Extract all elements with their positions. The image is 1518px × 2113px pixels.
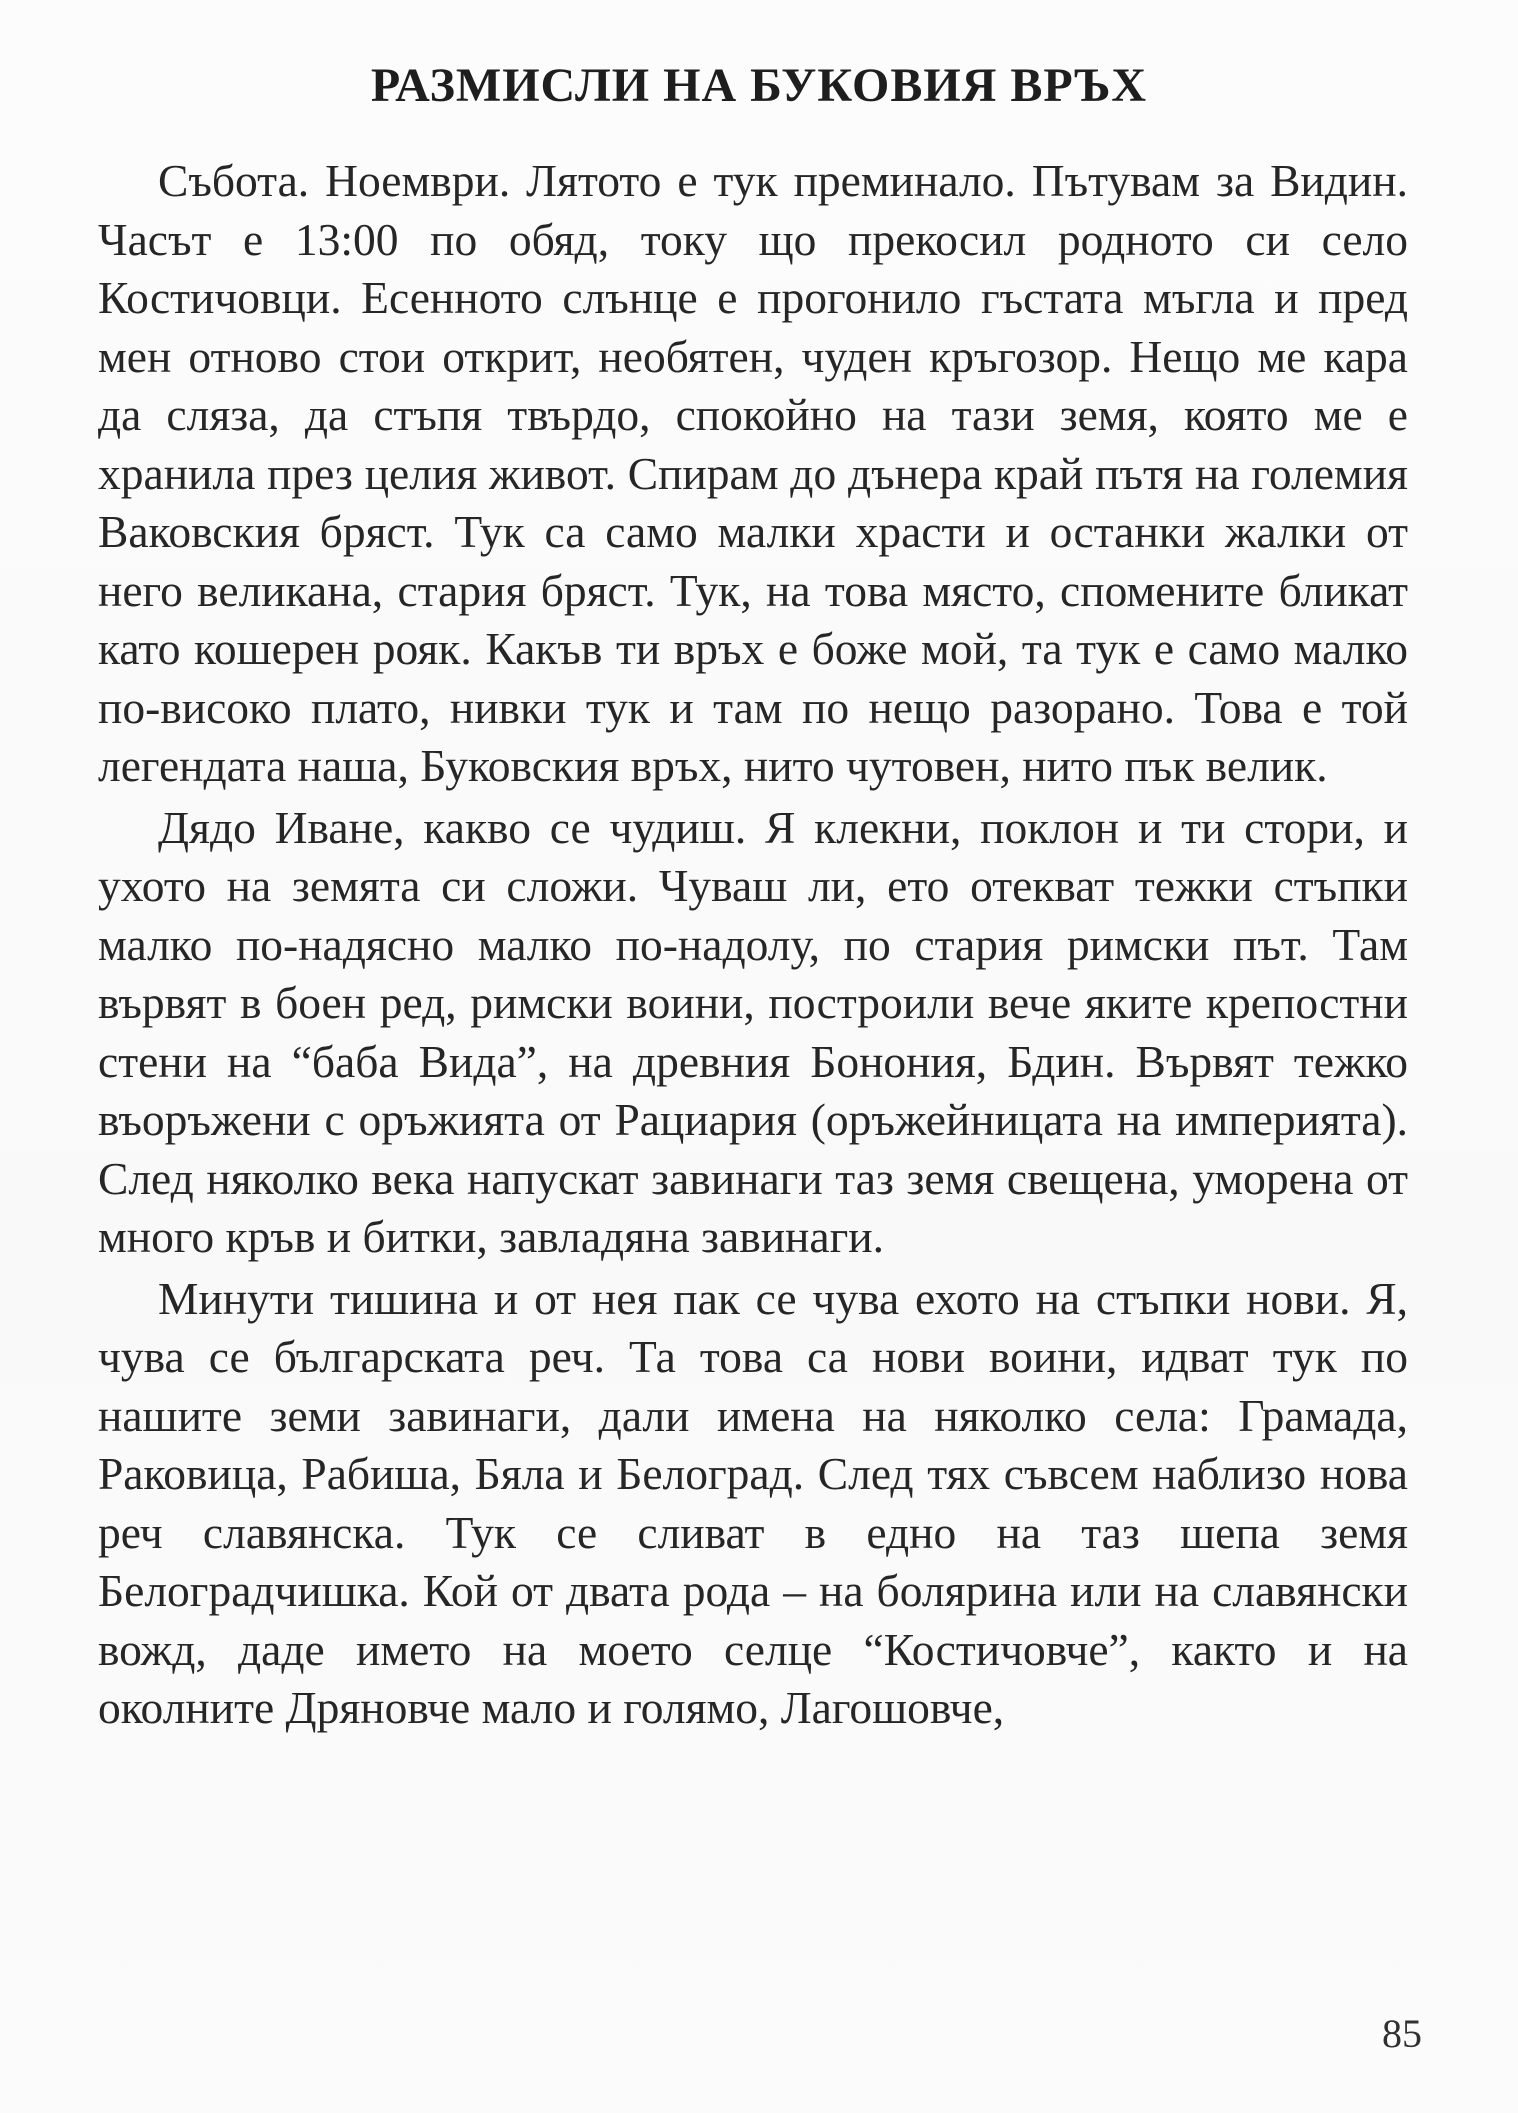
paragraph: Дядо Иване, какво се чудиш. Я клекни, поклон и ти стори, и ухото на земята си сложи. Чуваш ли, ето отекват тежки стъпки малко по-надясно малко по-надолу, по стария римски път. Там вървят в боен ред, римски воини, построили вече яките крепостни стени на “баба Вида”, на древния Бонония, Бдин. Вървят тежко въоръжени с оръжията от Рациария (оръжейницата на империята). След няколко века напускат завинаги таз земя свещена, уморена от много кръв и битки, завладяна завинаги. (98, 801, 1408, 1262)
body-text (98, 152, 1408, 1738)
page-title: РАЗМИСЛИ НА БУКОВИЯ ВРЪХ (370, 59, 1148, 112)
page-number: 85 (1382, 2011, 1422, 2056)
paragraph: Събота. Ноември. Лятото е тук преминало. Пътувам за Видин. Часът е 13:00 по обяд, току що прекосил родното си село Костичовци. Есенното слънце е прогонило гъстата мъгла и пред мен отново стои открит, необятен, чуден кръгозор. Нещо ме кара да сляза, да стъпя твърдо, спокойно на тази земя, която ме е хранила през целия живот. Спирам до дънера край пътя на големия Ваковския бряст. Тук са само малки храсти и останки жалки от него великана, стария бряст. Тук, на това място, спомените бликат като кошерен рояк. Какъв ти връх е боже мой, та тук е само малко по-високо плато, нивки тук и там по нещо разорано. Това е той легендата наша, Буковския връх, нито чутовен, нито пък велик. (98, 155, 1408, 791)
paragraph: Минути тишина и от нея пак се чува ехото на стъпки нови. Я, чува се българската реч. Та това са нови воини, идват тук по нашите земи завинаги, дали имена на няколко села: Грамада, Раковица, Рабиша, Бяла и Белоград. След тях съвсем наблизо нова реч славянска. Тук се сливат в едно на таз шепа земя Белоградчишка. Кой от двата рода – на болярина или на славянски вожд, даде името на моето селце “Костичовче”, както и на околните Дряновче мало и голямо, Лагошовче, (98, 1272, 1408, 1733)
